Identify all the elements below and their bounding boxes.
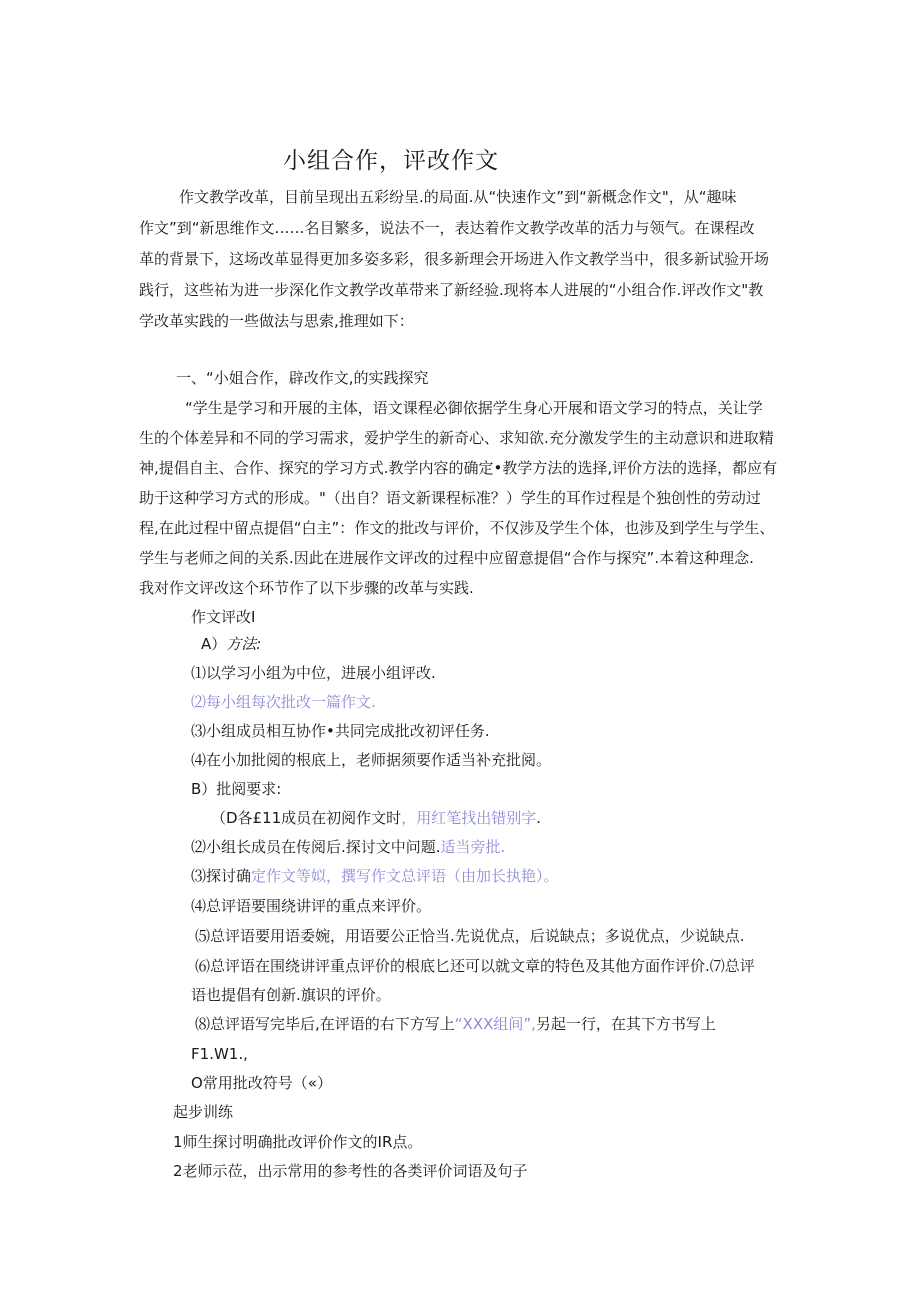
method-c-heading: O常用批改符号（«） [191,1074,332,1092]
training-item-1: 1师生探讨明确批改评价作文的IR点。 [173,1133,423,1151]
method-b-item-8-end: 另起一行，在其下方书写上 [535,1015,716,1033]
method-a-item-4: ⑷在小加批阅的根底上，老师据须要作适当补充批阅。 [191,751,552,769]
section-heading: 一、“小姐合作，辟改作文,的实践探究 [176,369,429,387]
method-b-item-3-highlight: 定作文等姒，撰写作文总评语（由加长执艳）。 [251,867,559,885]
section-line-3: 神,提倡自主、合作、探究的学习方式.教学内容的确定•教学方法的选择,评价方法的选择，都应有 [139,459,778,477]
method-b-item-8-cont: F1.W1., [191,1045,248,1063]
page-title: 小组合作，评改作文 [283,148,499,174]
method-a-text: 方法: [226,635,262,653]
method-a-label: A） [201,635,227,653]
method-b-item-2 [191,837,505,857]
method-b-item-1-text: （D各£11成员在初阅作文时 [211,809,402,827]
training-heading: 起步训练 [173,1103,234,1121]
method-b-item-2-highlight: 适当旁批. [440,838,506,856]
method-b-item-1-highlight: ，用红笔找出错别字 [401,809,537,827]
method-a-heading [201,634,261,654]
method-b-item-2-text: ⑵小组长成员在传阅后.探讨文中问题. [191,838,441,856]
training-item-2: 2老师示莅，出示常用的参考性的各类评价词语及句子 [173,1162,528,1180]
method-b-item-3-text: ⑶探讨确 [191,867,252,885]
intro-line-1: 作文教学改革，目前呈现出五彩纷呈.的局面.从“快速作文”到“新概念作文"，从“趣味 [179,188,737,206]
method-b-item-6: ⑹总评语在围绕讲评重点评价的根底匕还可以就文章的特色及其他方面作评价.⑺总评 [195,957,755,975]
method-a-item-3: ⑶小组成员相互协作•共同完成批改初评任务. [191,722,490,740]
pingai-heading: 作文评改I [191,608,256,626]
intro-line-5: 学改革实践的一些做法与思索,推理如下： [139,312,414,330]
section-line-1: “学生是学习和开展的主体，语文课程必御依据学生身心开展和语文学习的特点，关让学 [185,399,763,417]
method-a-item-2: ⑵每小组每次批改一篇作文. [191,693,376,711]
method-b-item-1-end: . [536,809,541,827]
method-b-item-1 [211,808,541,828]
method-b-item-8-text: ⑻总评语写完毕后,在评语的右下方写上 [195,1015,455,1033]
intro-line-4: 践行，这些祐为进一步深化作文教学改革带来了新经验.现将本人进展的“小组合作.评改作文"教 [139,281,764,299]
method-b-item-3 [191,866,559,886]
method-b-item-8 [195,1014,716,1034]
intro-line-2: 作文”到“新思维作文……名目繁多，说法不一，表达着作文教学改革的活力与领气。在课程改 [139,219,755,237]
method-a-item-1: ⑴以学习小组为中位，进展小组评改. [191,664,436,682]
method-b-item-8-highlight: “XXX组间”, [454,1015,536,1033]
section-line-7: 我对作文评改这个环节作了以下步骤的改革与实践. [139,579,474,597]
method-b-item-4: ⑷总评语要围绕讲评的重点来评价。 [191,897,432,915]
method-b-heading: B）批阅要求: [191,780,282,798]
section-line-6: 学生与老师之间的关系.因此在进展作文评改的过程中应留意提倡“合作与探究”.本着这种理念. [139,549,754,567]
intro-line-3: 革的背景下，这场改革显得更加多姿多彩，很多新理会开场进入作文教学当中，很多新试验开场 [139,250,770,268]
method-b-item-5: ⑸总评语要用语委婉，用语要公正恰当.先说优点，后说缺点；多说优点，少说缺点. [195,927,745,945]
section-line-4: 助于这种学习方式的形成。"（出自？语文新课程标准？）学生的耳作过程是个独创性的劳动过 [139,489,761,507]
method-b-item-6-cont: 语也提倡有创新.旗识的评价。 [191,986,391,1004]
section-line-5: 程,在此过程中留点提倡“白主”：作文的批改与评价，不仅涉及学生个体，也涉及到学生与学生、 [139,519,775,537]
section-line-2: 生的个体差异和不同的学习需求，爱护学生的新奇心、求知欲.充分激发学生的主动意识和进取精 [139,429,774,447]
